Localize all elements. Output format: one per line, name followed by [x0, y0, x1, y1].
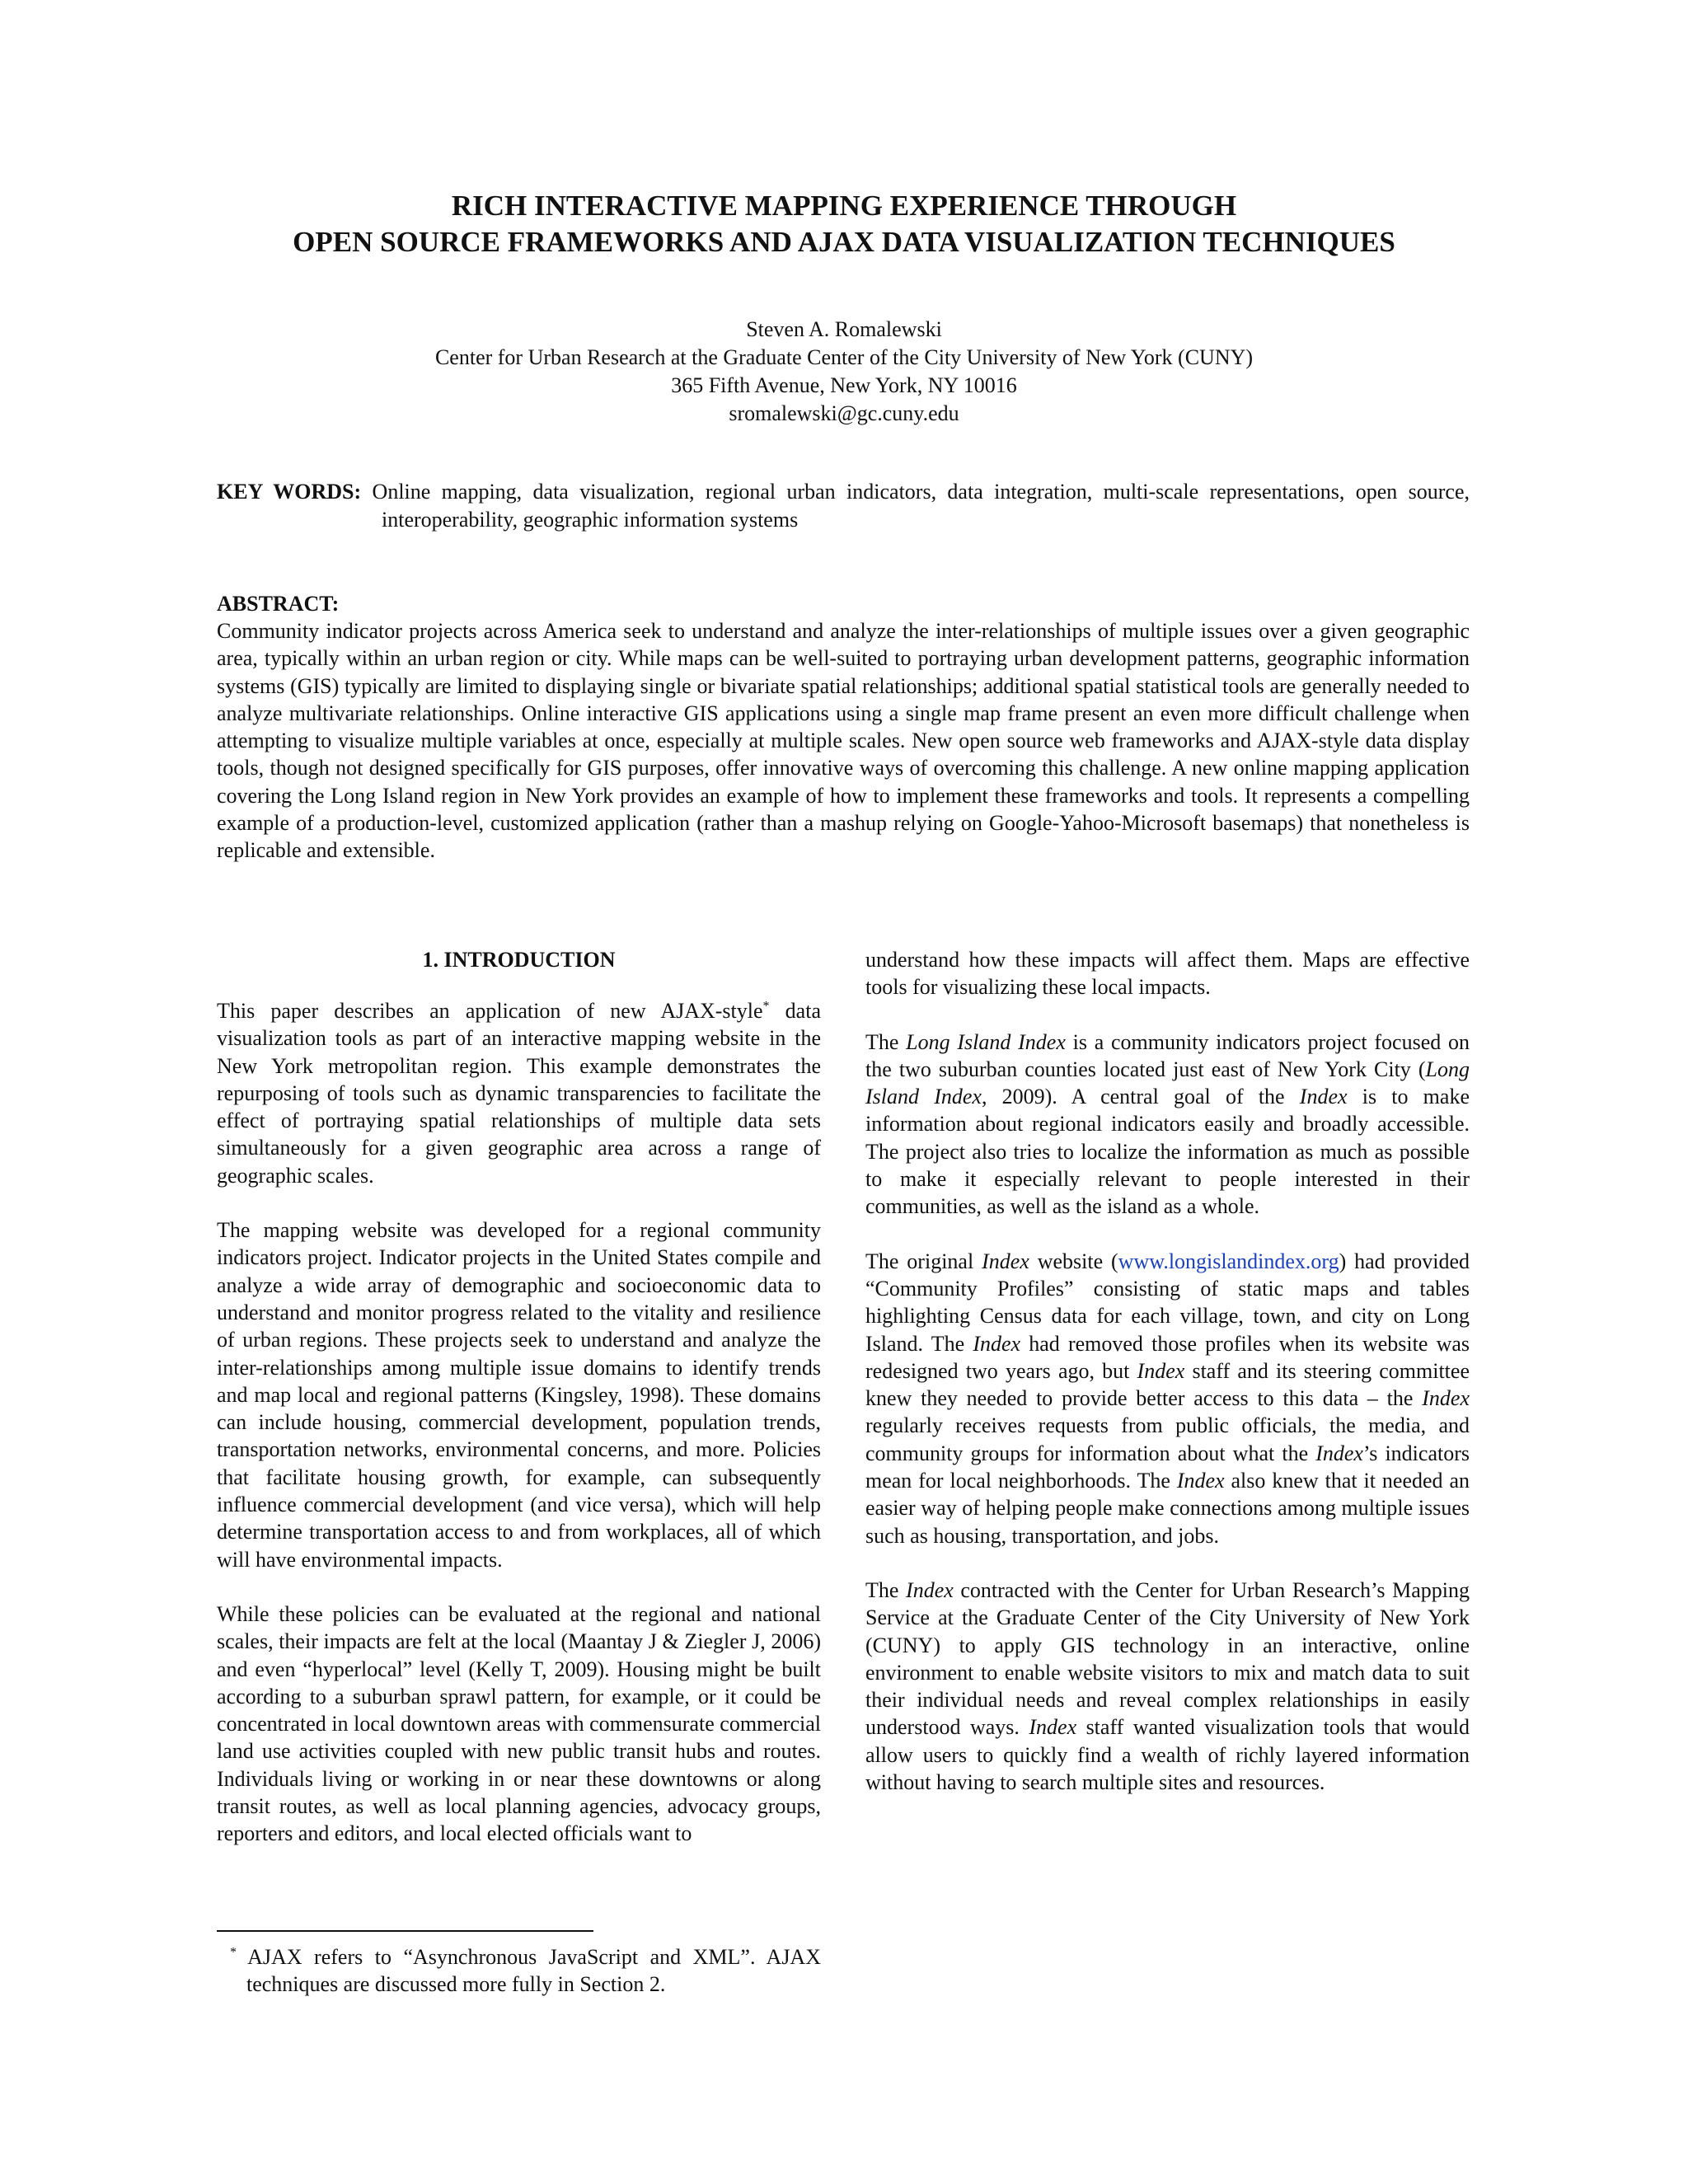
p6-italic-5: Index	[1315, 1441, 1363, 1465]
p6-text-h: also knew that it needed an easier way of helping people make connections among multiple issues such as housing, transportation, and jobs.	[865, 1469, 1470, 1548]
intro-p1-text-a: This paper describes an application of new AJAX-style	[217, 999, 763, 1023]
paper-title	[0, 188, 1688, 260]
p7-italic-2: Index	[1029, 1715, 1077, 1740]
p5-text-a: The	[865, 1029, 907, 1054]
keywords-block	[217, 478, 1470, 534]
intro-paragraph-5	[865, 1029, 1470, 1221]
footnote-text: AJAX refers to “Asynchronous JavaScript and XML”. AJAX techniques are discussed more fully in Section 2.	[237, 1945, 821, 1997]
intro-p1-text-b: data visualization tools as part of an interactive mapping website in the New York metropolitan region. This example demonstrates the repurposing of tools such as dynamic transparencies to facilitate the effect of portraying spatial relationships of multiple data sets simultaneously for a given geographic area across a range of geographic scales.	[217, 999, 821, 1188]
p6-italic-1: Index	[982, 1249, 1029, 1273]
author-block	[0, 316, 1688, 428]
p6-text-f: regularly receives requests from public officials, the media, and community groups for information about what the	[865, 1413, 1470, 1465]
p6-italic-6: Index	[1176, 1469, 1225, 1493]
author-address: 365 Fifth Avenue, New York, NY 10016	[671, 373, 1017, 397]
p6-italic-3: Index	[1137, 1358, 1185, 1383]
intro-paragraph-3: While these policies can be evaluated at the regional and national scales, their impacts are felt at the local (Maantay J & Ziegler J, 2006) and even “hyperlocal” level (Kelly T, 2009). Housing might be built according to a suburban sprawl pattern, for example, or it could be concentrated in local downtown areas with commensurate commercial land use activities coupled with new public transit hubs and routes. Individuals living or working in or near these downtowns or along transit routes, as well as local planning agencies, advocacy groups, reporters and editors, and local elected officials want to	[217, 1601, 821, 1846]
keywords-label: KEY WORDS:	[217, 480, 362, 504]
p5-italic-2: Long Island Index	[865, 1057, 1470, 1109]
p6-text-e: staff and its steering committee knew they needed to provide better access to this data – the	[865, 1358, 1470, 1411]
right-column	[865, 946, 1470, 1823]
intro-paragraph-2: The mapping website was developed for a regional community indicators project. Indicator projects in the United States compile and analyze a wide array of demographic and socioeconomic data to understand and monitor progress related to the vitality and resilience of urban regions. These projects seek to understand and analyze the inter-relationships among multiple issue domains to identify trends and map local and regional patterns (Kingsley, 1998). These domains can include housing, commercial development, population trends, transportation networks, environmental concerns, and more. Policies that facilitate housing growth, for example, can subsequently influence commercial development (and vice versa), which will help determine transportation access to and from workplaces, all of which will have environmental impacts.	[217, 1218, 821, 1572]
p6-text-b: website (	[1029, 1249, 1118, 1273]
section-heading-introduction: 1. INTRODUCTION	[422, 948, 616, 972]
author-name: Steven A. Romalewski	[746, 317, 942, 341]
p7-text-a: The	[865, 1577, 907, 1602]
p7-italic-1: Index	[906, 1577, 954, 1602]
p5-text-d: is to make information about regional indicators easily and broadly accessible. The project also tries to localize the information as much as possible to make it especially relevant to people interested in their communities, as well as the island as a whole.	[865, 1085, 1470, 1219]
author-email: sromalewski@gc.cuny.edu	[729, 401, 959, 425]
footnote-symbol: *	[230, 1945, 237, 1960]
p6-italic-2: Index	[973, 1331, 1021, 1356]
p6-text-a: The original	[865, 1249, 982, 1273]
index-website-link[interactable]: www.longislandindex.org	[1118, 1249, 1339, 1273]
intro-paragraph-4: understand how these impacts will affect them. Maps are effective tools for visualizing these local impacts.	[865, 948, 1470, 1000]
title-line-1: RICH INTERACTIVE MAPPING EXPERIENCE THROUGH	[451, 190, 1237, 222]
intro-paragraph-1	[217, 997, 821, 1189]
p7-text-c: staff wanted visualization tools that would allow users to quickly find a wealth of richly layered information without having to search multiple sites and resources.	[865, 1715, 1470, 1795]
author-affiliation: Center for Urban Research at the Graduate Center of the City University of New York (CUNY)	[434, 345, 1254, 369]
abstract-heading: ABSTRACT:	[217, 592, 340, 616]
p6-italic-4: Index	[1422, 1386, 1470, 1411]
footnote	[217, 1943, 821, 1999]
footnote-divider	[217, 1930, 593, 1932]
left-column	[217, 946, 821, 1875]
p6-text-d: had removed those profiles when its website was redesigned two years ago, but	[865, 1331, 1470, 1383]
p5-italic-1: Long Island Index	[906, 1029, 1066, 1054]
abstract-text: Community indicator projects across America seek to understand and analyze the inter-relationships of multiple issues over a given geographic area, typically within an urban region or city. While maps can be well-suited to portraying urban development patterns, geographic information systems (GIS) typically are limited to displaying single or bivariate spatial relationships; additional spatial statistical tools are generally needed to analyze multivariate relationships. Online interactive GIS applications using a single map frame present an even more difficult challenge when attempting to visualize multiple variables at once, especially at multiple scales. New open source web frameworks and AJAX-style data display tools, though not designed specifically for GIS purposes, offer innovative ways of overcoming this challenge. A new online mapping application covering the Long Island region in New York provides an example of how to implement these frameworks and tools. It represents a compelling example of a production-level, customized application (rather than a mashup relying on Google-Yahoo-Microsoft basemaps) that nonetheless is replicable and extensible.	[217, 619, 1470, 863]
keywords-text: Online mapping, data visualization, regional urban indicators, data integration, multi-scale representations, open source, interoperability, geographic information systems	[372, 480, 1470, 532]
p6-text-g: ’s indicators mean for local neighborhoods. The	[865, 1441, 1470, 1493]
intro-paragraph-6	[865, 1248, 1470, 1549]
p5-text-b: is a community indicators project focused on the two suburban counties located just east of New York City (	[865, 1029, 1470, 1081]
p5-italic-3: Index	[1299, 1085, 1348, 1109]
title-line-2: OPEN SOURCE FRAMEWORKS AND AJAX DATA VISUALIZATION TECHNIQUES	[293, 226, 1395, 258]
p5-text-c: , 2009). A central goal of the	[981, 1085, 1300, 1109]
footnote-marker: *	[762, 999, 770, 1014]
p6-text-c: ) had provided “Community Profiles” consisting of static maps and tables highlighting Census data for each village, town, and city on Long Island. The	[865, 1249, 1470, 1356]
p7-text-b: contracted with the Center for Urban Research’s Mapping Service at the Graduate Center of the City University of New York (CUNY) to apply GIS technology in an interactive, online environment to enable website visitors to mix and match data to suit their individual needs and reveal complex relationships in easily understood ways.	[865, 1577, 1470, 1740]
intro-paragraph-7	[865, 1577, 1470, 1796]
